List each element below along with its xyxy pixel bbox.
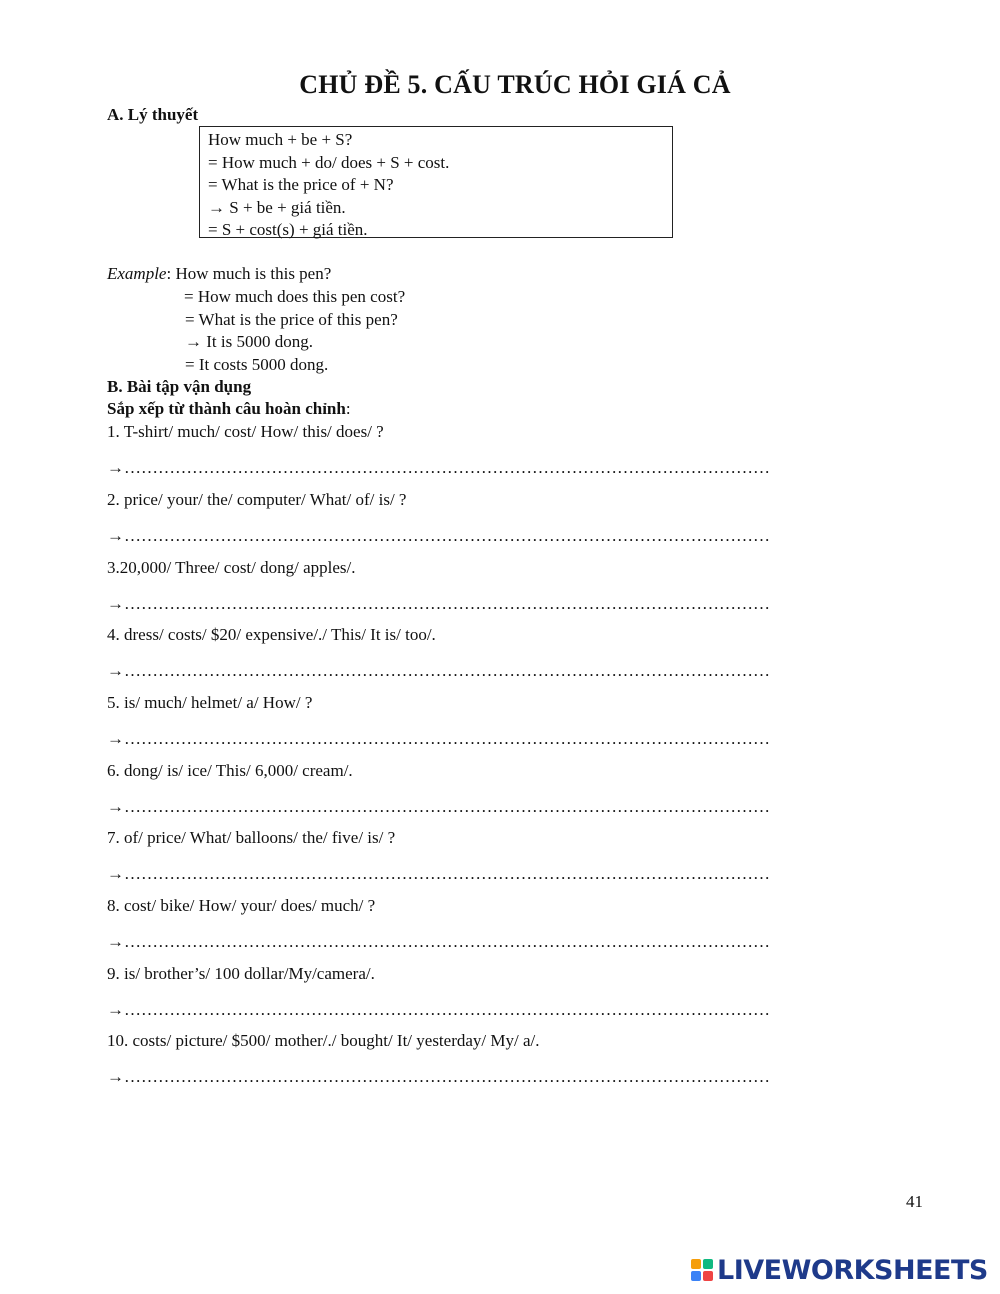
question: 7. of/ price/ What/ balloons/ the/ five/ is/ ? <box>107 828 396 847</box>
formula-line: = How much + do/ does + S + cost. <box>208 152 450 172</box>
question: 5. is/ much/ helmet/ a/ How/ ? <box>107 693 313 712</box>
liveworksheets-logo[interactable] <box>691 1255 988 1285</box>
question: 2. price/ your/ the/ computer/ What/ of/ is/ ? <box>107 490 407 509</box>
answer-line[interactable]: →…………………………………………………………………………………………………… <box>107 932 770 951</box>
answer-line[interactable]: →…………………………………………………………………………………………………… <box>107 1000 770 1019</box>
example-line: = It costs 5000 dong. <box>185 355 329 374</box>
answer-line[interactable]: →…………………………………………………………………………………………………… <box>107 594 770 613</box>
logo-square <box>691 1259 701 1269</box>
instruction <box>107 399 351 419</box>
question: 8. cost/ bike/ How/ your/ does/ much/ ? <box>107 896 376 915</box>
question: 1. T-shirt/ much/ cost/ How/ this/ does/ ? <box>107 422 384 441</box>
answer-line[interactable]: →…………………………………………………………………………………………………… <box>107 797 770 816</box>
logo-square <box>691 1271 701 1281</box>
answer-line[interactable]: →…………………………………………………………………………………………………… <box>107 458 770 477</box>
question: 9. is/ brother’s/ 100 dollar/My/camera/. <box>107 964 375 983</box>
example-line: = What is the price of this pen? <box>185 310 398 329</box>
example-line: = How much does this pen cost? <box>184 287 406 306</box>
logo-square <box>703 1259 713 1269</box>
example-line: → It is 5000 dong. <box>185 332 313 351</box>
answer-line[interactable]: →…………………………………………………………………………………………………… <box>107 864 770 883</box>
formula-line: = S + cost(s) + giá tiền. <box>208 220 368 239</box>
answer-line[interactable]: →…………………………………………………………………………………………………… <box>107 729 770 748</box>
instruction-rest: : <box>345 399 351 418</box>
answer-line[interactable]: →…………………………………………………………………………………………………… <box>107 1067 770 1086</box>
question: 3.20,000/ Three/ cost/ dong/ apples/. <box>107 558 356 577</box>
answer-line[interactable]: →…………………………………………………………………………………………………… <box>107 661 770 680</box>
question: 6. dong/ is/ ice/ This/ 6,000/ cream/. <box>107 761 353 780</box>
example-first-line <box>107 264 331 284</box>
question: 10. costs/ picture/ $500/ mother/./ bought/ It/ yesterday/ My/ a/. <box>107 1031 540 1050</box>
example-label: Example <box>107 264 167 283</box>
section-b-heading: B. Bài tập vận dụng <box>107 377 252 396</box>
logo-mark-icon <box>691 1259 713 1281</box>
logo-square <box>703 1271 713 1281</box>
formula-line: → S + be + giá tiền. <box>208 197 346 217</box>
formula-box <box>199 126 673 238</box>
logo-text: LIVEWORKSHEETS <box>717 1254 988 1286</box>
formula-line: = What is the price of + N? <box>208 175 394 194</box>
page-title: CHỦ ĐỀ 5. CẤU TRÚC HỎI GIÁ CẢ <box>299 70 731 99</box>
example-first-text: : How much is this pen? <box>166 264 332 283</box>
formula-line: How much + be + S? <box>208 130 353 149</box>
instruction-bold: Sắp xếp từ thành câu hoàn chỉnh <box>107 399 346 418</box>
answer-line[interactable]: →…………………………………………………………………………………………………… <box>107 526 770 545</box>
page-number: 41 <box>906 1192 923 1211</box>
section-a-heading: A. Lý thuyết <box>107 105 199 124</box>
question: 4. dress/ costs/ $20/ expensive/./ This/ It is/ too/. <box>107 625 436 644</box>
